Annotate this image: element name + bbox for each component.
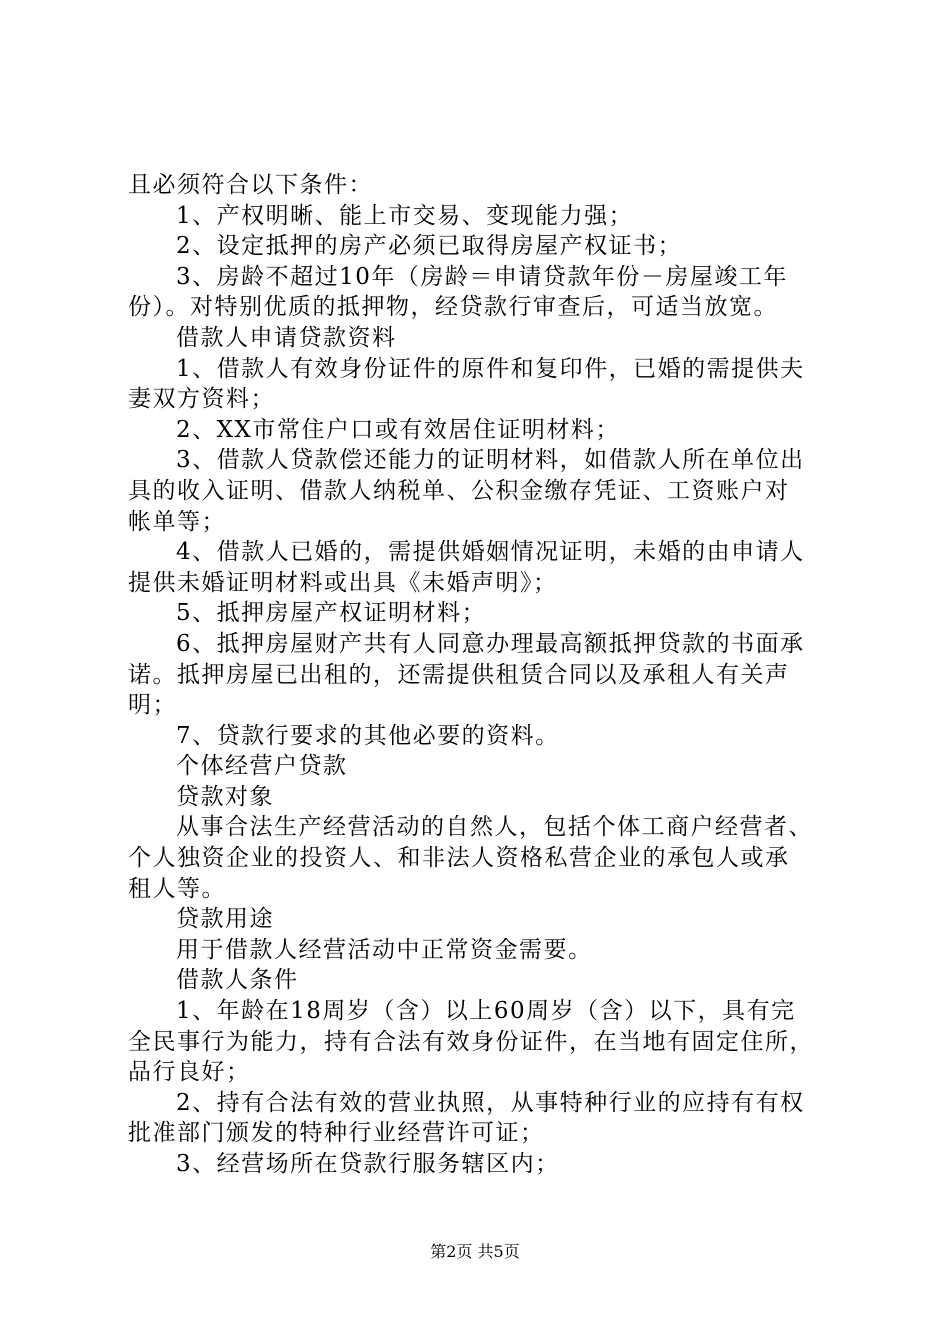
text-line: 5、抵押房屋产权证明材料；	[176, 600, 487, 627]
text-line: 1、产权明晰、能上市交易、变现能力强；	[176, 202, 634, 229]
text-line: 妻双方资料；	[128, 386, 275, 413]
text-line: 全民事行为能力，持有合法有效身份证件，在当地有固定住所，	[128, 1028, 814, 1055]
text-line: 个人独资企业的投资人、和非法人资格私营企业的承包人或承	[128, 845, 790, 872]
text-line: 帐单等；	[128, 508, 226, 535]
text-line: 且必须符合以下条件：	[128, 172, 373, 198]
text-line: 品行良好；	[128, 1059, 251, 1086]
text-line: 7、贷款行要求的其他必要的资料。	[176, 722, 560, 749]
text-line: 2、设定抵押的房产必须已取得房屋产权证书；	[176, 233, 683, 260]
text-line: 1、借款人有效身份证件的原件和复印件，已婚的需提供夫	[176, 355, 805, 382]
text-line: 从事合法生产经营活动的自然人，包括个体工商户经营者、	[176, 814, 813, 841]
text-line: 2、持有合法有效的营业执照，从事特种行业的应持有有权	[176, 1089, 805, 1116]
text-line: 租人等。	[128, 875, 226, 902]
text-line: 贷款对象	[176, 783, 274, 810]
text-line: 3、借款人贷款偿还能力的证明材料，如借款人所在单位出	[176, 447, 805, 474]
text-line: 用于借款人经营活动中正常资金需要。	[176, 936, 593, 963]
text-line: 3、房龄不超过10年（房龄＝申请贷款年份－房屋竣工年	[176, 263, 788, 290]
text-line: 2、XX市常住户口或有效居住证明材料；	[176, 416, 620, 443]
text-line: 批准部门颁发的特种行业经营许可证；	[128, 1120, 545, 1147]
text-line: 份）。对特别优质的抵押物，经贷款行审查后，可适当放宽。	[128, 294, 778, 321]
text-line: 个体经营户贷款	[176, 753, 348, 780]
text-line: 借款人条件	[176, 967, 299, 994]
text-line: 4、借款人已婚的，需提供婚姻情况证明，未婚的由申请人	[176, 539, 805, 566]
text-line: 具的收入证明、借款人纳税单、公积金缴存凭证、工资账户对	[128, 477, 790, 504]
text-line: 诺。抵押房屋已出租的，还需提供租赁合同以及承租人有关声	[128, 661, 790, 688]
text-line: 明；	[128, 692, 177, 719]
text-line: 6、抵押房屋财产共有人同意办理最高额抵押贷款的书面承	[176, 630, 805, 657]
text-line: 借款人申请贷款资料	[176, 324, 397, 351]
text-line: 1、年龄在18周岁（含）以上60周岁（含）以下，具有完	[176, 998, 796, 1025]
document-body	[128, 170, 832, 1180]
text-line: 提供未婚证明材料或出具《未婚声明》；	[128, 569, 558, 596]
page-footer: 第2页 共5页	[430, 1242, 520, 1261]
text-line: 3、经营场所在贷款行服务辖区内；	[176, 1151, 560, 1177]
text-line: 贷款用途	[176, 906, 274, 933]
